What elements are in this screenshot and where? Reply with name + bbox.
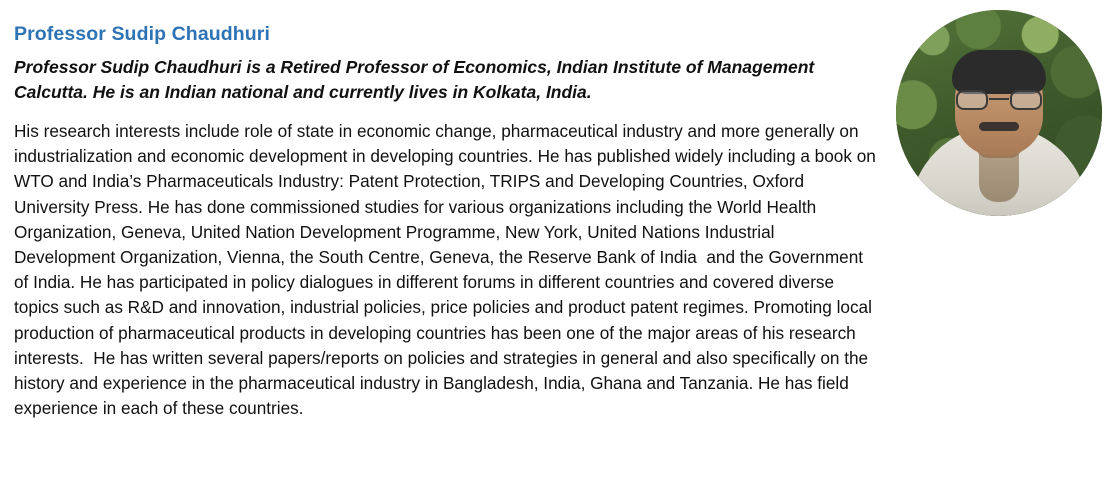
glasses-icon <box>956 90 1042 110</box>
avatar <box>896 10 1102 216</box>
glasses-left-lens <box>956 90 988 110</box>
hair-shape <box>952 50 1046 94</box>
bio-block <box>14 22 881 421</box>
glasses-right-lens <box>1010 90 1042 110</box>
moustache-shape <box>979 122 1019 131</box>
profile-subtitle: Professor Sudip Chaudhuri is a Retired Professor of Economics, Indian Institute of Management Calcutta. He is an Indian national and currently lives in Kolkata, India. <box>14 57 815 103</box>
profile-biography: His research interests include role of state in economic change, pharmaceutical industry and more generally on industrialization and economic development in developing countries. He has published widely including a book on WTO and India’s Pharmaceuticals Industry: Patent Protection, TRIPS and Developing Countries, Oxford University Press. He has done commissioned studies for various organizations including the World Health Organization, Geneva, United Nation Development Programme, New York, United Nations Industrial Development Organization, Vienna, the South Centre, Geneva, the Reserve Bank of India and the Government of India. He has participated in policy dialogues in different forums in different countries and covered diverse topics such as R&D and innovation, industrial policies, price policies and product patent regimes. Promoting local production of pharmaceutical products in developing countries has been one of the major areas of his research interests. He has written several papers/reports on policies and strategies in general and also specifically on the history and experience in the pharmaceutical industry in Bangladesh, India, Ghana and Tanzania. He has field experience in each of these countries. <box>14 121 881 419</box>
portrait-container <box>896 10 1102 216</box>
page-title: Professor Sudip Chaudhuri <box>14 23 271 45</box>
glasses-bridge <box>989 98 1009 100</box>
